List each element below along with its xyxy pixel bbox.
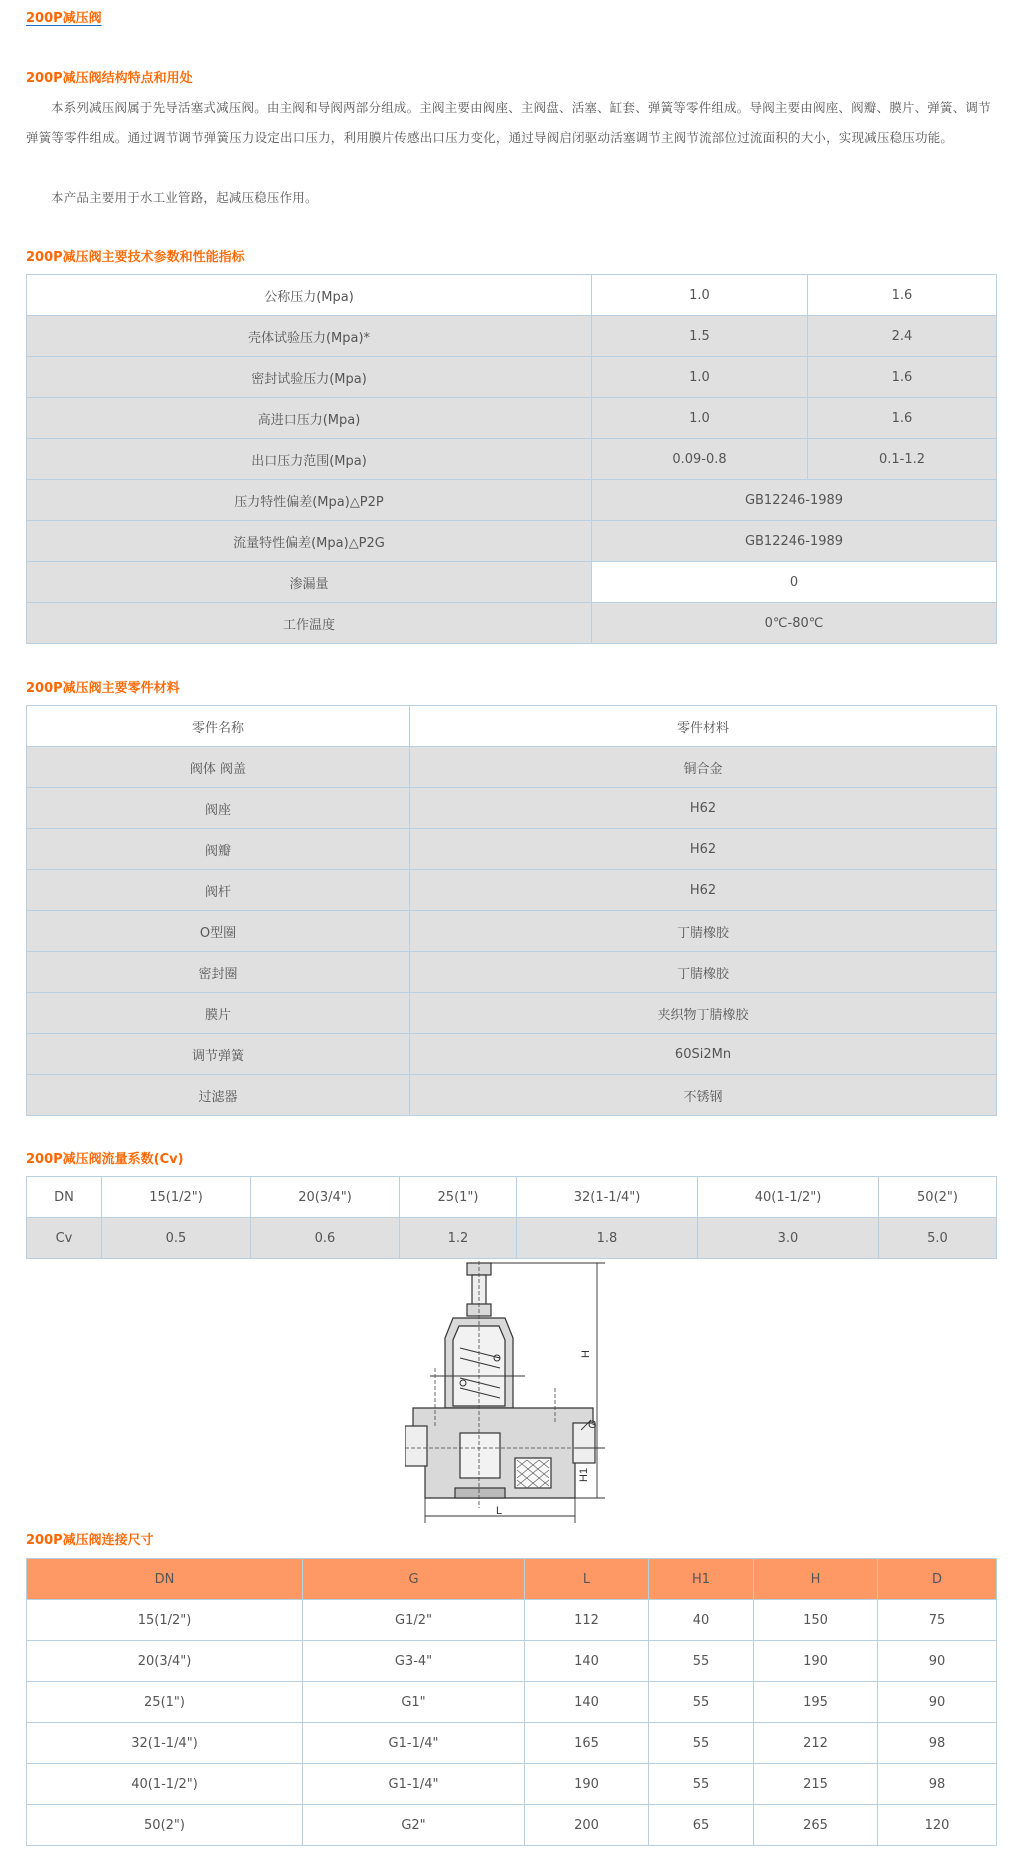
column-header-h: H — [754, 1559, 878, 1600]
spec-value-2: 1.6 — [808, 275, 997, 316]
dn-value: 50(2") — [879, 1177, 997, 1218]
cell-h: 265 — [754, 1805, 878, 1846]
spec-label: 高进口压力(Mpa) — [27, 398, 592, 439]
part-material: 丁腈橡胶 — [410, 952, 997, 993]
part-material: 铜合金 — [410, 747, 997, 788]
cell-g: G3-4" — [303, 1641, 525, 1682]
dimension-label-g: G — [588, 1419, 597, 1431]
cell-g: G1" — [303, 1682, 525, 1723]
part-material: 不锈钢 — [410, 1075, 997, 1116]
section-heading-dimensions: 200P减压阀连接尺寸 — [26, 1533, 154, 1548]
spec-label: 流量特性偏差(Mpa)△P2G — [27, 521, 592, 562]
structure-paragraph-1: 本系列减压阀属于先导活塞式减压阀。由主阀和导阀两部分组成。主阀主要由阀座、主阀盘、活塞、缸套、弹簧等零件组成。导阀主要由阀座、阀瓣、膜片、弹簧、调节弹簧等零件组成。通过调节调节弹簧压力设定出口压力，利用膜片传感出口压力变化，通过导阀启闭驱动活塞调节主阀节流部位过流面积的大小，实现减压稳压功能。 — [26, 100, 991, 145]
table-row — [27, 1805, 997, 1846]
part-name: 阀杆 — [27, 870, 410, 911]
part-material: H62 — [410, 829, 997, 870]
part-name: 阀体 阀盖 — [27, 747, 410, 788]
part-name: 过滤器 — [27, 1075, 410, 1116]
part-material: 60Si2Mn — [410, 1034, 997, 1075]
spec-label: 渗漏量 — [27, 562, 592, 603]
page-title-link[interactable]: 200P减压阀 — [26, 11, 102, 26]
spec-label: 壳体试验压力(Mpa)* — [27, 316, 592, 357]
column-header-material: 零件材料 — [410, 706, 997, 747]
spec-value-1: 1.0 — [592, 398, 808, 439]
cv-value: 0.6 — [251, 1218, 400, 1259]
table-row — [27, 1218, 997, 1259]
table-row — [27, 398, 997, 439]
cell-g: G1/2" — [303, 1600, 525, 1641]
table-row — [27, 1034, 997, 1075]
cv-value: 3.0 — [698, 1218, 879, 1259]
cell-dn: 50(2") — [27, 1805, 303, 1846]
table-header-row — [27, 1559, 997, 1600]
spec-value: GB12246-1989 — [592, 480, 997, 521]
table-row — [27, 1682, 997, 1723]
table-row — [27, 1641, 997, 1682]
table-row — [27, 1764, 997, 1805]
table-row — [27, 316, 997, 357]
dimension-label-l: L — [496, 1505, 503, 1517]
spec-label: 工作温度 — [27, 603, 592, 644]
specs-table — [26, 274, 997, 644]
cell-g: G1-1/4" — [303, 1764, 525, 1805]
cell-l: 112 — [525, 1600, 649, 1641]
dimension-label-h1: H1 — [578, 1467, 590, 1482]
table-row — [27, 562, 997, 603]
cell-d: 98 — [878, 1723, 997, 1764]
spec-label: 压力特性偏差(Mpa)△P2P — [27, 480, 592, 521]
spec-value-1: 1.0 — [592, 275, 808, 316]
column-header-g: G — [303, 1559, 525, 1600]
cell-dn: 40(1-1/2") — [27, 1764, 303, 1805]
column-header-part: 零件名称 — [27, 706, 410, 747]
cell-dn: 25(1") — [27, 1682, 303, 1723]
spec-value-2: 2.4 — [808, 316, 997, 357]
dn-value: 40(1-1/2") — [698, 1177, 879, 1218]
table-row — [27, 870, 997, 911]
cell-d: 90 — [878, 1682, 997, 1723]
valve-cross-section-diagram — [405, 1258, 620, 1528]
cell-h1: 65 — [649, 1805, 754, 1846]
spec-label: 密封试验压力(Mpa) — [27, 357, 592, 398]
section-heading-structure: 200P减压阀结构特点和用处 — [26, 71, 193, 86]
cell-h: 212 — [754, 1723, 878, 1764]
cell-l: 140 — [525, 1682, 649, 1723]
spec-value-1: 1.5 — [592, 316, 808, 357]
table-row — [27, 747, 997, 788]
cell-l: 140 — [525, 1641, 649, 1682]
dn-label: DN — [27, 1177, 102, 1218]
cell-h1: 40 — [649, 1600, 754, 1641]
cell-h1: 55 — [649, 1682, 754, 1723]
cell-h: 195 — [754, 1682, 878, 1723]
part-name: 阀座 — [27, 788, 410, 829]
table-row — [27, 1723, 997, 1764]
section-heading-materials: 200P减压阀主要零件材料 — [26, 681, 180, 696]
cell-l: 190 — [525, 1764, 649, 1805]
cell-l: 200 — [525, 1805, 649, 1846]
spec-value-2: 0.1-1.2 — [808, 439, 997, 480]
cell-dn: 15(1/2") — [27, 1600, 303, 1641]
part-material: 丁腈橡胶 — [410, 911, 997, 952]
cell-d: 75 — [878, 1600, 997, 1641]
spec-label: 公称压力(Mpa) — [27, 275, 592, 316]
table-row — [27, 521, 997, 562]
table-row — [27, 480, 997, 521]
spec-value: 0℃-80℃ — [592, 603, 997, 644]
cell-h1: 55 — [649, 1641, 754, 1682]
table-row — [27, 829, 997, 870]
column-header-l: L — [525, 1559, 649, 1600]
cv-value: 0.5 — [102, 1218, 251, 1259]
table-row — [27, 788, 997, 829]
dimension-label-h: H — [580, 1350, 592, 1358]
table-header-row — [27, 706, 997, 747]
cell-d: 90 — [878, 1641, 997, 1682]
dn-value: 20(3/4") — [251, 1177, 400, 1218]
table-row — [27, 952, 997, 993]
spec-value: GB12246-1989 — [592, 521, 997, 562]
table-row — [27, 357, 997, 398]
dimensions-table — [26, 1558, 997, 1846]
spec-value: 0 — [592, 562, 997, 603]
part-name: O型圈 — [27, 911, 410, 952]
cv-label: Cv — [27, 1218, 102, 1259]
spec-value-2: 1.6 — [808, 357, 997, 398]
cv-value: 1.2 — [400, 1218, 517, 1259]
cell-g: G2" — [303, 1805, 525, 1846]
table-row — [27, 993, 997, 1034]
cell-dn: 20(3/4") — [27, 1641, 303, 1682]
part-name: 阀瓣 — [27, 829, 410, 870]
table-row — [27, 275, 997, 316]
table-row — [27, 911, 997, 952]
column-header-dn: DN — [27, 1559, 303, 1600]
column-header-d: D — [878, 1559, 997, 1600]
part-name: 膜片 — [27, 993, 410, 1034]
cell-h: 215 — [754, 1764, 878, 1805]
cell-d: 120 — [878, 1805, 997, 1846]
table-row — [27, 1075, 997, 1116]
spec-value-1: 1.0 — [592, 357, 808, 398]
cell-h1: 55 — [649, 1723, 754, 1764]
cv-value: 5.0 — [879, 1218, 997, 1259]
structure-paragraph-2: 本产品主要用于水工业管路，起减压稳压作用。 — [51, 190, 318, 205]
cv-table — [26, 1176, 997, 1259]
part-material: H62 — [410, 788, 997, 829]
cell-l: 165 — [525, 1723, 649, 1764]
cell-h: 190 — [754, 1641, 878, 1682]
column-header-h1: H1 — [649, 1559, 754, 1600]
table-header-row — [27, 1177, 997, 1218]
part-material: 夹织物丁腈橡胶 — [410, 993, 997, 1034]
section-heading-specs: 200P减压阀主要技术参数和性能指标 — [26, 250, 245, 265]
dn-value: 25(1") — [400, 1177, 517, 1218]
cell-dn: 32(1-1/4") — [27, 1723, 303, 1764]
dn-value: 32(1-1/4") — [517, 1177, 698, 1218]
part-name: 调节弹簧 — [27, 1034, 410, 1075]
table-row — [27, 1600, 997, 1641]
cell-h: 150 — [754, 1600, 878, 1641]
section-heading-cv: 200P减压阀流量系数(Cv) — [26, 1152, 184, 1167]
dn-value: 15(1/2") — [102, 1177, 251, 1218]
cell-d: 98 — [878, 1764, 997, 1805]
part-name: 密封圈 — [27, 952, 410, 993]
spec-value-2: 1.6 — [808, 398, 997, 439]
cell-g: G1-1/4" — [303, 1723, 525, 1764]
materials-table — [26, 705, 997, 1116]
spec-value-1: 0.09-0.8 — [592, 439, 808, 480]
spec-label: 出口压力范围(Mpa) — [27, 439, 592, 480]
part-material: H62 — [410, 870, 997, 911]
table-row — [27, 439, 997, 480]
cell-h1: 55 — [649, 1764, 754, 1805]
cv-value: 1.8 — [517, 1218, 698, 1259]
table-row — [27, 603, 997, 644]
